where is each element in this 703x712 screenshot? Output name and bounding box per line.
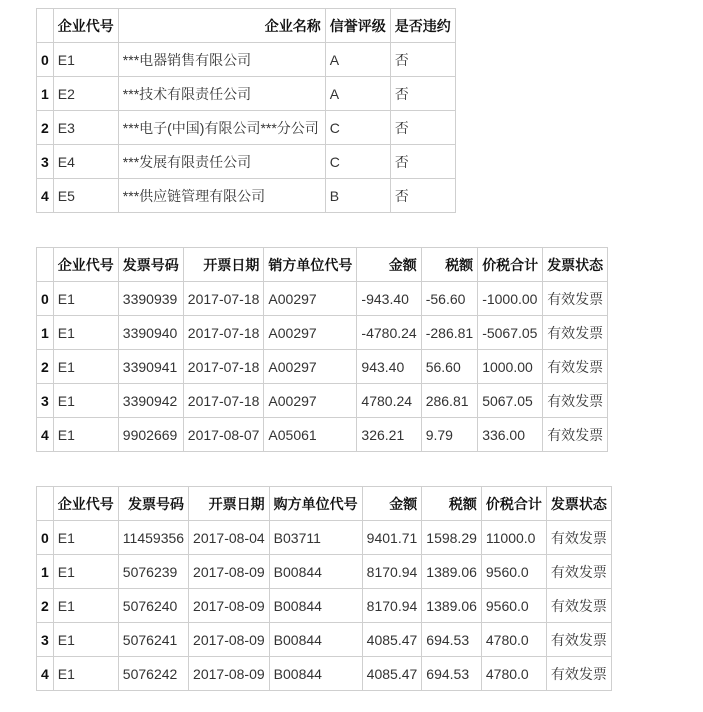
table-cell: 5076242 [118,657,188,691]
table-cell: 2017-08-09 [189,589,270,623]
table-cell: B00844 [269,657,362,691]
table-cell: 5076241 [118,623,188,657]
column-header: 税额 [422,487,482,521]
table-cell: 2017-08-04 [189,521,270,555]
table-cell: 5076239 [118,555,188,589]
table-cell: 3390939 [118,282,183,316]
table-cell: 有效发票 [543,316,608,350]
row-index: 2 [37,350,54,384]
table-cell: E1 [53,384,118,418]
table-row [37,521,612,555]
table-cell: ***供应链管理有限公司 [118,179,325,213]
column-header: 企业代号 [53,248,118,282]
table-cell: E1 [53,521,118,555]
table-cell: ***技术有限责任公司 [118,77,325,111]
table-row [37,555,612,589]
column-header: 是否违约 [390,9,455,43]
column-header: 销方单位代号 [264,248,357,282]
table-cell: E1 [53,589,118,623]
table-cell: C [325,111,390,145]
table-cell: 2017-08-09 [189,555,270,589]
table-cell: E1 [53,316,118,350]
table-cell: 286.81 [421,384,477,418]
column-header: 信誉评级 [325,9,390,43]
table-cell: 2017-07-18 [183,316,264,350]
table-cell: A [325,43,390,77]
table-cell: E1 [53,555,118,589]
column-header: 价税合计 [478,248,543,282]
table-cell: 有效发票 [546,589,611,623]
table-cell: A00297 [264,282,357,316]
table-cell: 否 [390,145,455,179]
table-header-row [37,248,608,282]
table-cell: 4780.0 [481,623,546,657]
table-cell: 否 [390,111,455,145]
table-cell: C [325,145,390,179]
table-cell: -943.40 [357,282,421,316]
table-row [37,145,456,179]
row-index: 3 [37,145,54,179]
table-cell: A05061 [264,418,357,452]
table-cell: 有效发票 [543,350,608,384]
output-invoice-table [36,486,612,691]
column-header: 税额 [421,248,477,282]
table-cell: 有效发票 [546,623,611,657]
table-cell: 1598.29 [422,521,482,555]
table-cell: 336.00 [478,418,543,452]
table-cell: 5067.05 [478,384,543,418]
table-cell: B00844 [269,623,362,657]
table-cell: E1 [53,350,118,384]
table-cell: 有效发票 [546,657,611,691]
table-cell: 3390941 [118,350,183,384]
enterprise-info-table [36,8,456,213]
column-header: 企业代号 [53,487,118,521]
table-cell: E3 [53,111,118,145]
column-header: 企业代号 [53,9,118,43]
table-cell: E1 [53,418,118,452]
row-index: 0 [37,43,54,77]
table-cell: 4780.0 [481,657,546,691]
table-cell: 2017-07-18 [183,350,264,384]
table-row [37,623,612,657]
column-header: 企业名称 [118,9,325,43]
row-index: 3 [37,623,54,657]
table-cell: 326.21 [357,418,421,452]
table-row [37,350,608,384]
table-cell: 4780.24 [357,384,421,418]
table-cell: 4085.47 [362,657,422,691]
table-row [37,316,608,350]
row-index: 1 [37,316,54,350]
table-cell: B03711 [269,521,362,555]
column-header: 开票日期 [189,487,270,521]
table-cell: A00297 [264,350,357,384]
index-header [37,248,54,282]
row-index: 2 [37,111,54,145]
table-cell: 9.79 [421,418,477,452]
table-cell: 否 [390,77,455,111]
table-cell: 8170.94 [362,555,422,589]
table-cell: E1 [53,623,118,657]
table-cell: 11459356 [118,521,188,555]
table-cell: B00844 [269,589,362,623]
table-cell: -286.81 [421,316,477,350]
table-cell: 943.40 [357,350,421,384]
column-header: 发票状态 [543,248,608,282]
table-cell: ***电器销售有限公司 [118,43,325,77]
column-header: 金额 [357,248,421,282]
table-cell: 9560.0 [481,589,546,623]
table-cell: 4085.47 [362,623,422,657]
table-cell: -56.60 [421,282,477,316]
table-cell: 有效发票 [546,521,611,555]
table-cell: A [325,77,390,111]
table-cell: 1000.00 [478,350,543,384]
table-cell: E1 [53,657,118,691]
column-header: 价税合计 [481,487,546,521]
table-cell: 1389.06 [422,555,482,589]
table-row [37,179,456,213]
table-cell: E4 [53,145,118,179]
row-index: 4 [37,179,54,213]
row-index: 0 [37,282,54,316]
table-row [37,282,608,316]
row-index: 1 [37,77,54,111]
row-index: 1 [37,555,54,589]
table-cell: 1389.06 [422,589,482,623]
table-cell: 2017-07-18 [183,384,264,418]
table-row [37,111,456,145]
table-cell: 否 [390,179,455,213]
table-cell: A00297 [264,316,357,350]
column-header: 购方单位代号 [269,487,362,521]
table-header-row [37,487,612,521]
table-cell: E1 [53,282,118,316]
table-cell: 8170.94 [362,589,422,623]
table-row [37,657,612,691]
table-cell: 有效发票 [543,418,608,452]
row-index: 4 [37,418,54,452]
table-cell: 否 [390,43,455,77]
table-cell: 有效发票 [543,384,608,418]
table-cell: ***电子(中国)有限公司***分公司 [118,111,325,145]
table-cell: E1 [53,43,118,77]
table-row [37,384,608,418]
row-index: 3 [37,384,54,418]
table-cell: A00297 [264,384,357,418]
table-cell: 2017-08-09 [189,657,270,691]
column-header: 开票日期 [183,248,264,282]
row-index: 4 [37,657,54,691]
table-cell: 5076240 [118,589,188,623]
table-cell: 9902669 [118,418,183,452]
index-header [37,487,54,521]
row-index: 0 [37,521,54,555]
table-cell: E5 [53,179,118,213]
table-cell: 2017-07-18 [183,282,264,316]
table-cell: 3390942 [118,384,183,418]
table-cell: 694.53 [422,623,482,657]
table-cell: 2017-08-07 [183,418,264,452]
table-row [37,589,612,623]
table-cell: 2017-08-09 [189,623,270,657]
table-cell: B00844 [269,555,362,589]
table-cell: 694.53 [422,657,482,691]
table-cell: 9401.71 [362,521,422,555]
table-header-row [37,9,456,43]
table-cell: ***发展有限责任公司 [118,145,325,179]
column-header: 发票状态 [546,487,611,521]
table-cell: 11000.0 [481,521,546,555]
column-header: 发票号码 [118,248,183,282]
column-header: 金额 [362,487,422,521]
table-cell: E2 [53,77,118,111]
table-row [37,77,456,111]
index-header [37,9,54,43]
table-cell: 有效发票 [543,282,608,316]
table-cell: 9560.0 [481,555,546,589]
table-cell: B [325,179,390,213]
table-cell: -5067.05 [478,316,543,350]
table-cell: 3390940 [118,316,183,350]
column-header: 发票号码 [118,487,188,521]
row-index: 2 [37,589,54,623]
table-cell: -4780.24 [357,316,421,350]
table-row [37,43,456,77]
table-cell: 有效发票 [546,555,611,589]
table-row [37,418,608,452]
table-cell: -1000.00 [478,282,543,316]
input-invoice-table [36,247,608,452]
table-cell: 56.60 [421,350,477,384]
